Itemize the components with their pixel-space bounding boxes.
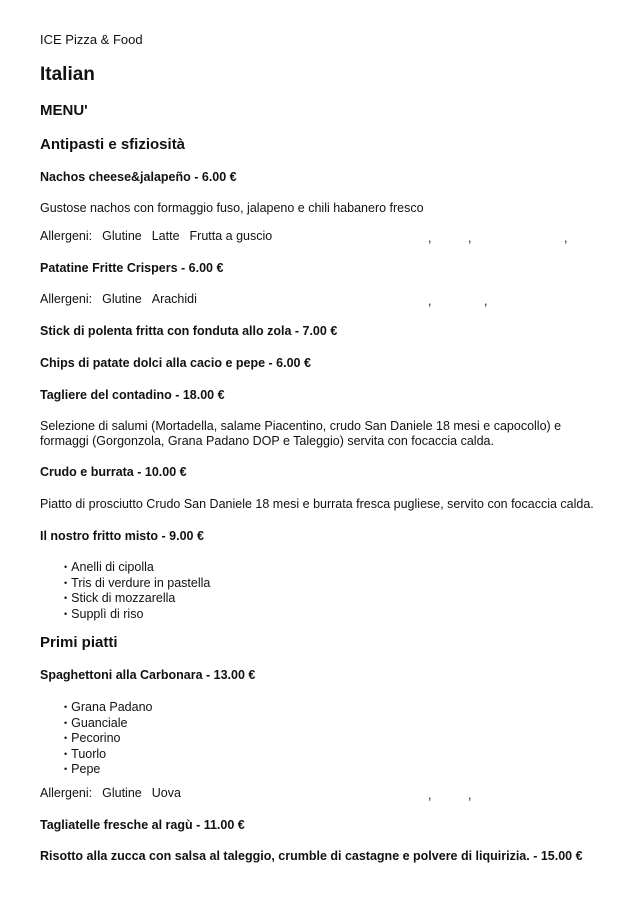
dish-description-tagliere: Selezione di salumi (Mortadella, salame Piacentino, crudo San Daniele 18 mesi e capocollo) e formaggi (Gorgonzola, Grana Padano DOP e Taleggio) servita con focaccia calda. [40, 419, 562, 448]
dish-title-chips: Chips di patate dolci alla cacio e pepe - 6.00 € [40, 356, 311, 370]
allergens-patatine [40, 292, 600, 306]
dish-title-crudo: Crudo e burrata - 10.00 € [40, 465, 187, 479]
allergens-label: Allergeni: [40, 229, 93, 243]
list-item: • Tuorlo [72, 747, 152, 763]
dish-title-tagliere: Tagliere del contadino - 18.00 € [40, 388, 225, 402]
allergen: Frutta a guscio [189, 229, 273, 243]
allergens-label: Allergeni: [40, 786, 93, 800]
dish-title-carbonara: Spaghettoni alla Carbonara - 13.00 € [40, 668, 256, 682]
cuisine-heading: Italian [40, 64, 95, 85]
dish-title-risotto: Risotto alla zucca con salsa al taleggio, crumble di castagne e polvere di liquirizia. - 15.00 € [40, 849, 583, 863]
list-item: • Supplì di riso [72, 607, 210, 623]
allergen: Latte [151, 229, 180, 243]
separator: , [484, 294, 488, 308]
dish-title-fritto: Il nostro fritto misto - 9.00 € [40, 529, 204, 543]
section-antipasti: Antipasti e sfiziosità [40, 136, 186, 153]
allergens-label: Allergeni: [40, 292, 93, 306]
dish-title-tagliatelle: Tagliatelle fresche al ragù - 11.00 € [40, 818, 245, 832]
separator: , [428, 294, 432, 308]
dish-title-polenta: Stick di polenta fritta con fonduta allo zola - 7.00 € [40, 324, 338, 338]
ingredients-list-fritto [40, 560, 210, 622]
allergen: Arachidi [151, 292, 197, 306]
list-item: • Pecorino [72, 731, 152, 747]
allergen: Uova [151, 786, 181, 800]
list-item: • Tris di verdure in pastella [72, 576, 210, 592]
allergens-nachos [40, 229, 600, 243]
allergen: Glutine [102, 292, 142, 306]
list-item: • Guanciale [72, 716, 152, 732]
dish-title-nachos: Nachos cheese&jalapeño - 6.00 € [40, 170, 237, 184]
dish-description-nachos: Gustose nachos con formaggio fuso, jalapeno e chili habanero fresco [40, 201, 424, 215]
list-item: • Pepe [72, 762, 152, 778]
allergen: Glutine [102, 229, 142, 243]
separator: , [564, 231, 568, 245]
section-primi: Primi piatti [40, 634, 118, 651]
separator: , [428, 788, 432, 802]
separator: , [468, 788, 472, 802]
list-item: • Grana Padano [72, 700, 152, 716]
ingredients-list-carbonara [40, 700, 152, 778]
list-item: • Stick di mozzarella [72, 591, 210, 607]
separator: , [468, 231, 472, 245]
allergen: Glutine [102, 786, 142, 800]
allergens-carbonara [40, 786, 600, 800]
list-item: • Anelli di cipolla [72, 560, 210, 576]
restaurant-name: ICE Pizza & Food [40, 32, 143, 47]
dish-description-crudo: Piatto di prosciutto Crudo San Daniele 18 mesi e burrata fresca pugliese, servito con focaccia calda. [40, 497, 594, 511]
dish-title-patatine: Patatine Fritte Crispers - 6.00 € [40, 261, 224, 275]
separator: , [428, 231, 432, 245]
menu-heading: MENU' [40, 102, 88, 119]
